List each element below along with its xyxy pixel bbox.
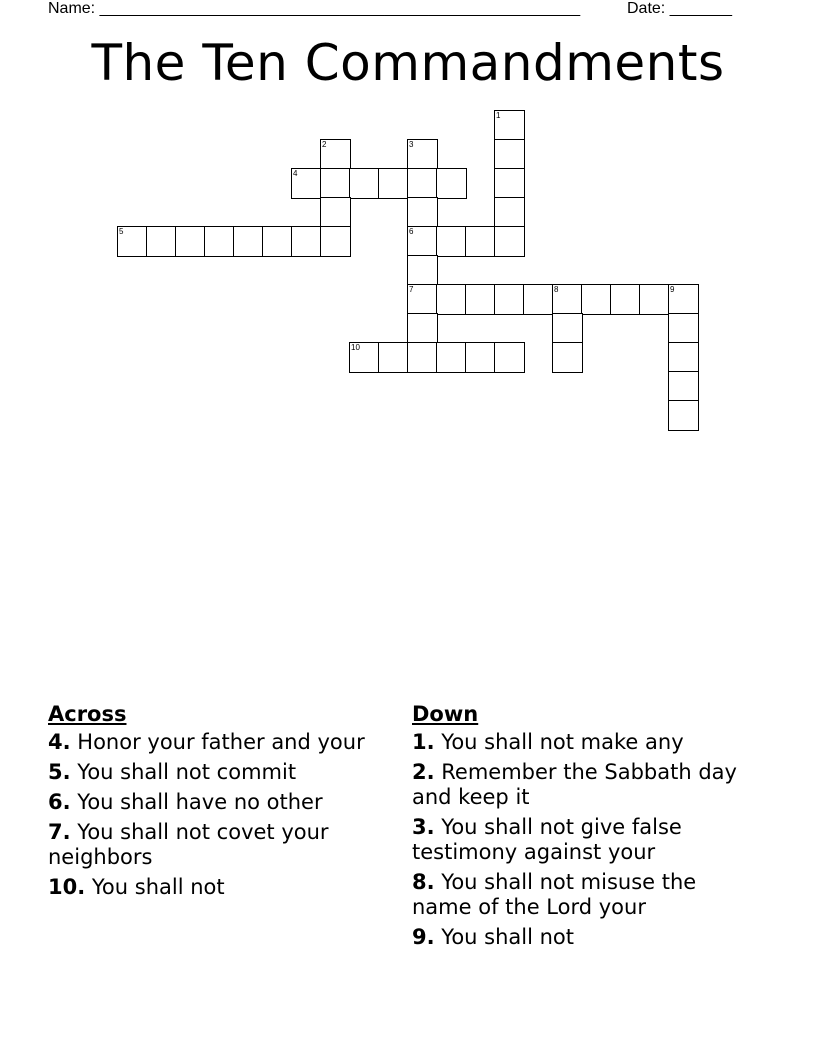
crossword-cell[interactable] [494,110,525,141]
clue-across [48,790,368,815]
clue-across [48,760,368,785]
crossword-cell[interactable] [378,342,409,373]
clue-across [48,820,368,870]
clue-number: 3. [412,815,435,839]
crossword-cell[interactable] [407,139,438,170]
crossword-cell[interactable] [494,226,525,257]
crossword-cell[interactable] [494,284,525,315]
crossword-cell[interactable] [610,284,641,315]
crossword-cell[interactable] [552,313,583,344]
down-clues [412,702,742,955]
crossword-cell[interactable] [494,139,525,170]
cell-number: 2 [322,140,327,149]
clue-text: You shall not give false testimony against your [412,815,682,864]
clue-number: 1. [412,730,435,754]
crossword-cell[interactable] [407,226,438,257]
crossword-cell[interactable] [349,168,380,199]
clue-down [412,870,742,920]
clue-down [412,925,742,950]
crossword-cell[interactable] [436,284,467,315]
cell-number: 10 [351,343,360,352]
crossword-cell[interactable] [668,371,699,402]
cell-number: 5 [119,227,124,236]
crossword-cell[interactable] [494,168,525,199]
cell-number: 1 [496,111,501,120]
clue-number: 7. [48,820,71,844]
cell-number: 3 [409,140,414,149]
clue-down [412,730,742,755]
crossword-cell[interactable] [233,226,264,257]
crossword-cell[interactable] [117,226,148,257]
crossword-cell[interactable] [175,226,206,257]
crossword-cell[interactable] [436,342,467,373]
page-title: The Ten Commandments [91,34,725,92]
clue-text: You shall not misuse the name of the Lord your [412,870,697,919]
clue-text: Remember the Sabbath day and keep it [412,760,737,809]
clue-number: 10. [48,875,86,899]
crossword-cell[interactable] [668,400,699,431]
across-heading: Across [48,702,127,726]
crossword-cell[interactable] [146,226,177,257]
cell-number: 8 [554,285,559,294]
crossword-cell[interactable] [436,226,467,257]
cell-number: 4 [293,169,298,178]
crossword-cell[interactable] [407,197,438,228]
clue-number: 2. [412,760,435,784]
crossword-cell[interactable] [291,168,322,199]
crossword-cell[interactable] [320,197,351,228]
across-clues [48,702,368,905]
cell-number: 9 [670,285,675,294]
crossword-cell[interactable] [465,284,496,315]
crossword-cell[interactable] [320,226,351,257]
crossword-cell[interactable] [407,284,438,315]
clue-text: You shall not commit [77,760,297,784]
clue-text: You shall not [91,875,225,899]
clue-down [412,815,742,865]
crossword-cell[interactable] [668,313,699,344]
crossword-cell[interactable] [494,342,525,373]
clue-text: You shall not make any [441,730,684,754]
clue-across [48,875,368,900]
crossword-cell[interactable] [407,255,438,286]
clue-number: 5. [48,760,71,784]
clue-text: Honor your father and your [77,730,365,754]
crossword-cell[interactable] [465,226,496,257]
crossword-cell[interactable] [407,313,438,344]
crossword-cell[interactable] [436,168,467,199]
clue-text: You shall not covet your neighbors [48,820,329,869]
down-heading: Down [412,702,479,726]
crossword-cell[interactable] [378,168,409,199]
crossword-cell[interactable] [407,342,438,373]
clue-across [48,730,368,755]
crossword-cell[interactable] [668,342,699,373]
crossword-cell[interactable] [494,197,525,228]
clue-text: You shall not [441,925,575,949]
crossword-cell[interactable] [349,342,380,373]
crossword-cell[interactable] [465,342,496,373]
crossword-cell[interactable] [523,284,554,315]
crossword-cell[interactable] [320,168,351,199]
clue-number: 9. [412,925,435,949]
crossword-cell[interactable] [320,139,351,170]
crossword-cell[interactable] [262,226,293,257]
crossword-cell[interactable] [552,342,583,373]
crossword-cell[interactable] [407,168,438,199]
crossword-cell[interactable] [204,226,235,257]
clue-down [412,760,742,810]
clue-number: 4. [48,730,71,754]
crossword-cell[interactable] [581,284,612,315]
crossword-cell[interactable] [668,284,699,315]
date-field[interactable]: Date: _______ [627,0,732,17]
clue-text: You shall have no other [77,790,323,814]
cell-number: 6 [409,227,414,236]
clue-number: 8. [412,870,435,894]
cell-number: 7 [409,285,414,294]
crossword-cell[interactable] [552,284,583,315]
clue-number: 6. [48,790,71,814]
crossword-cell[interactable] [639,284,670,315]
crossword-cell[interactable] [291,226,322,257]
name-field[interactable]: Name: ______________________________________________________ [48,0,581,17]
